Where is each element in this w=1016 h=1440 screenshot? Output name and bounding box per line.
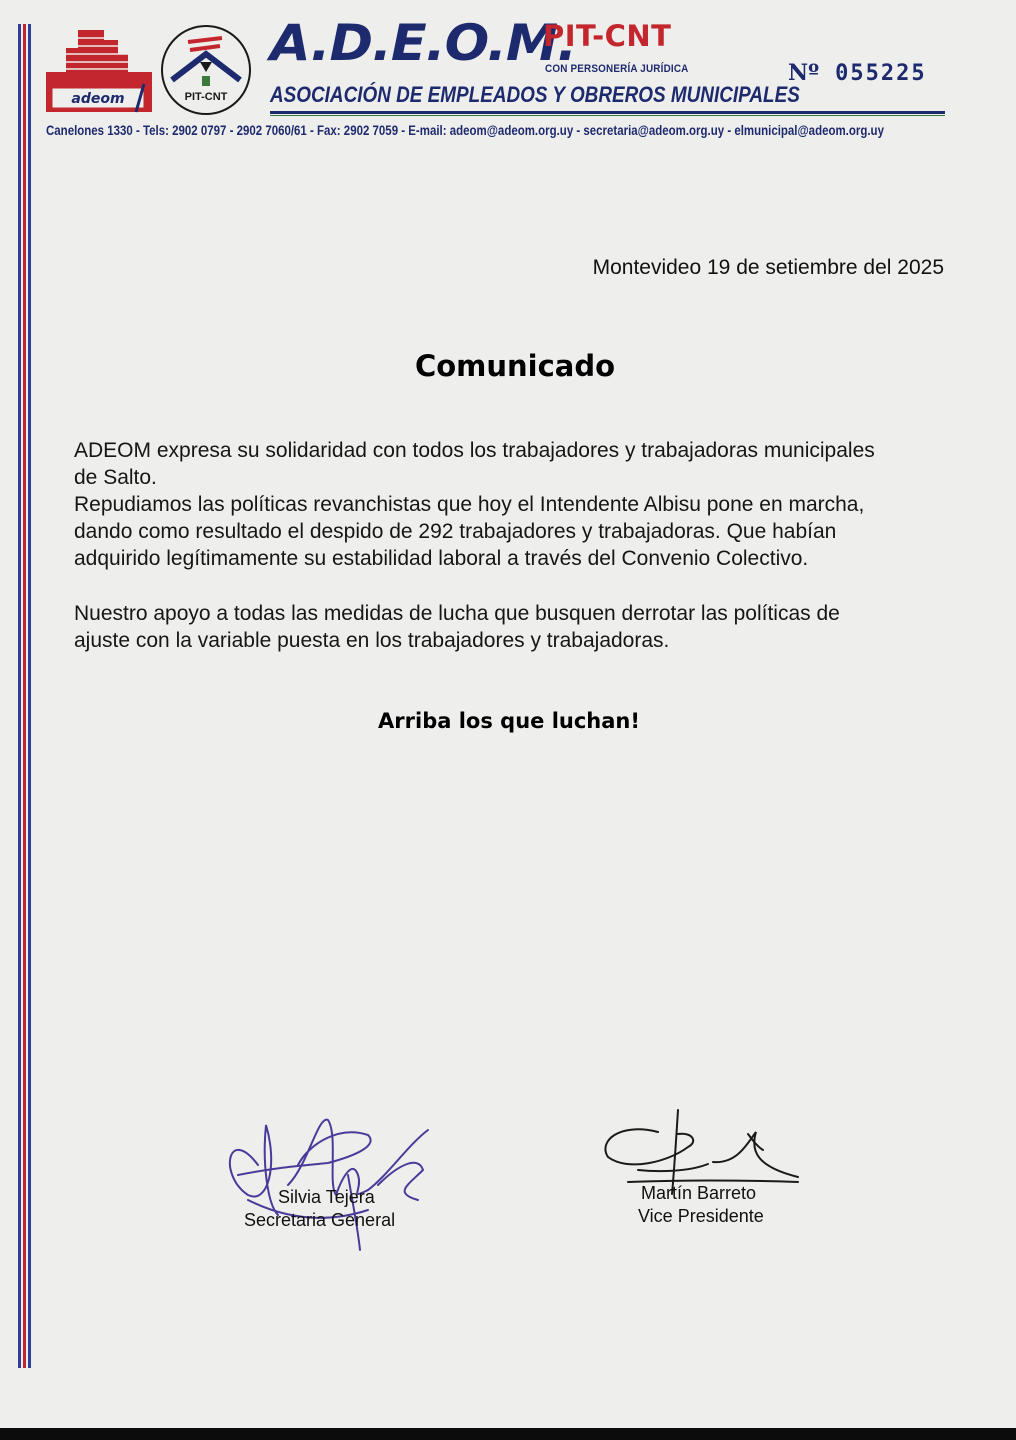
signatory-name: Martín Barreto: [641, 1183, 757, 1203]
svg-text:adeom: adeom: [71, 91, 125, 107]
paragraph-solidarity: [74, 437, 954, 572]
adeom-building-logo: [44, 24, 156, 116]
signatory-role: Secretaria General: [244, 1210, 396, 1230]
paragraph-line: de Salto.: [74, 466, 157, 489]
margin-line-red: [23, 24, 26, 1368]
paragraph-line: dando como resultado el despido de 292 trabajadores y trabajadoras. Que habían: [74, 520, 837, 543]
paragraph-line: ADEOM expresa su solidaridad con todos los trabajadores y trabajadoras municipales: [74, 439, 875, 462]
signatory-role: Vice Presidente: [638, 1206, 764, 1226]
brand-wordmark: A.D.E.O.M.: [270, 14, 576, 72]
paragraph-support: [74, 600, 954, 654]
organization-full-name: ASOCIACIÓN DE EMPLEADOS Y OBREROS MUNICIPALES: [270, 82, 800, 107]
margin-line-blue: [28, 24, 31, 1368]
paragraph-line: ajuste con la variable puesta en los trabajadores y trabajadoras.: [74, 629, 670, 652]
signatory-name: Silvia Tejera: [278, 1187, 375, 1207]
legal-status-label: CON PERSONERÍA JURÍDICA: [545, 63, 689, 75]
paragraph-line: adquirido legítimamente su estabilidad laboral a través del Convenio Colectivo.: [74, 547, 809, 570]
paragraph-line: Nuestro apoyo a todas las medidas de lucha que busquen derrotar las políticas de: [74, 602, 840, 625]
pit-cnt-label: PIT-CNT: [543, 19, 672, 53]
number-value: 055225: [835, 61, 927, 86]
bottom-edge: [0, 1428, 1016, 1440]
number-symbol: Nº: [788, 60, 820, 86]
pit-cnt-logo-wordmark: [185, 91, 228, 103]
pit-cnt-logo: [160, 24, 252, 116]
letter-date: Montevideo 19 de setiembre del 2025: [592, 256, 944, 279]
closing-slogan: Arriba los que luchan!: [378, 709, 640, 733]
adeom-logo-wordmark: [71, 91, 124, 107]
margin-line-blue: [18, 24, 21, 1368]
signature-silvia-tejera: [218, 1105, 448, 1255]
header-divider: [270, 111, 945, 114]
letter-title: Comunicado: [414, 349, 616, 383]
header-divider-accent: [270, 115, 945, 116]
document-number: [788, 60, 927, 86]
paragraph-line: Repudiamos las políticas revanchistas que hoy el Intendente Albisu pone en marcha,: [74, 493, 865, 516]
contact-line: Canelones 1330 - Tels: 2902 0797 - 2902 7060/61 - Fax: 2902 7059 - E-mail: adeom@adeom.org.uy - secretaria@adeom.org.uy - elmunicipal@adeom.org.uy: [46, 122, 884, 138]
svg-text:PIT-CNT: PIT-CNT: [184, 91, 228, 103]
